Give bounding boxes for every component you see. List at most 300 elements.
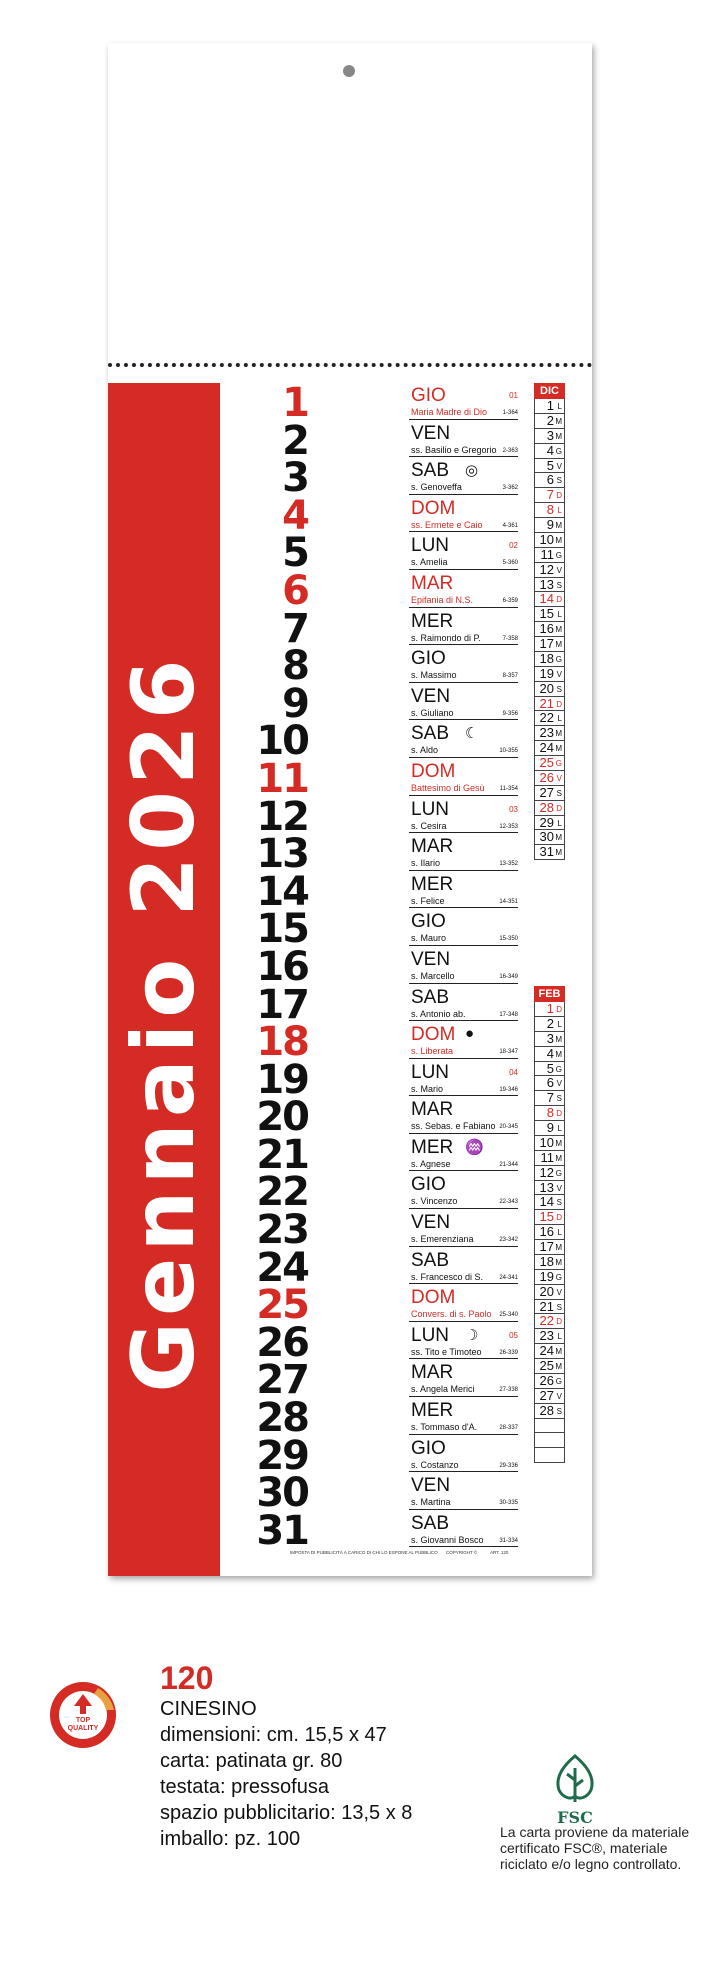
mini-month-row (534, 1210, 565, 1225)
day-number: 31 (256, 1507, 308, 1554)
mini-month-row (534, 1300, 565, 1315)
mini-day-letter: L (557, 1228, 562, 1238)
mini-day-letter: S (556, 684, 562, 694)
mini-month-row (534, 548, 565, 563)
day-number: 17 (256, 981, 308, 1028)
row-divider (409, 1471, 518, 1472)
mini-day-number: 25 (539, 1358, 554, 1373)
day-of-year: 22-343 (499, 1199, 518, 1206)
mini-month-row (534, 622, 565, 637)
mini-day-number: 29 (539, 814, 554, 830)
saint-name: s. Giovanni Bosco (411, 1534, 484, 1545)
mini-month-row (534, 1136, 565, 1151)
mini-month-row (534, 697, 565, 712)
day-number: 13 (256, 831, 308, 878)
mini-month-row (534, 786, 565, 801)
mini-day-letter: D (556, 1317, 562, 1327)
mini-month-row (534, 1270, 565, 1285)
mini-day-letter: M (555, 1049, 562, 1059)
mini-day-letter: M (555, 1347, 562, 1357)
saint-name: s. Mauro (411, 933, 447, 944)
day-of-year: 15-350 (499, 936, 518, 943)
mini-day-letter: L (557, 714, 562, 724)
weekday: SAB (411, 723, 450, 745)
mini-month-row (534, 518, 565, 533)
day-row (228, 492, 518, 539)
day-number: 25 (256, 1282, 308, 1329)
row-divider (409, 456, 518, 457)
row-divider (409, 1170, 518, 1171)
saint-name: ss. Ermete e Caio (411, 519, 483, 530)
mini-day-number: 4 (546, 1045, 554, 1061)
mini-month-row (534, 1121, 565, 1136)
row-divider (409, 1321, 518, 1322)
day-row (228, 567, 518, 614)
mini-day-number: 26 (539, 769, 554, 785)
day-row (228, 1056, 518, 1103)
top-quality-badge-icon (48, 1680, 118, 1750)
mini-day-number: 5 (546, 1060, 554, 1076)
mini-month-row (534, 1195, 565, 1210)
day-row (228, 1432, 518, 1479)
day-row (228, 755, 518, 802)
day-row (228, 831, 518, 878)
saint-name: s. Giuliano (411, 707, 454, 718)
day-of-year: 23-342 (499, 1237, 518, 1244)
mini-day-number: 11 (540, 546, 554, 562)
mini-day-letter: G (555, 550, 562, 560)
mini-month-row (534, 711, 565, 726)
mini-day-letter: M (555, 1243, 562, 1252)
day-number: 6 (282, 567, 308, 614)
mini-month-row (534, 1166, 565, 1181)
weekday: MER (411, 610, 454, 632)
day-of-year: 18-347 (499, 1049, 518, 1056)
day-number: 23 (256, 1207, 308, 1254)
mini-day-number: 1 (546, 1001, 554, 1016)
mini-day-number: 16 (539, 1224, 554, 1240)
weekday: LUN (411, 535, 450, 557)
day-row (228, 1470, 518, 1517)
saint-name: s. Raimondo di P. (411, 632, 481, 643)
day-of-year: 6-359 (502, 597, 518, 604)
weekday: VEN (411, 948, 451, 970)
weekday: MER (411, 1400, 454, 1422)
weekday: VEN (411, 1475, 451, 1497)
mini-day-number: 19 (539, 665, 554, 681)
fsc-note: La carta proviene da materiale certificato FSC®, materiale riciclato e/o legno controllato. (500, 1824, 690, 1872)
mini-day-number: 11 (540, 1149, 554, 1165)
mini-month-row (534, 1181, 565, 1196)
day-row (228, 1207, 518, 1254)
mini-day-number: 12 (539, 561, 554, 577)
mini-month-row (534, 830, 565, 845)
mini-day-letter: V (556, 773, 562, 783)
mini-day-letter: D (556, 1213, 562, 1223)
mini-day-letter: V (556, 461, 562, 471)
day-row (228, 1282, 518, 1329)
row-divider (409, 569, 518, 570)
month-number: 01 (138, 1873, 176, 1901)
mini-month-row (534, 1389, 565, 1404)
day-number: 18 (256, 1019, 308, 1066)
mini-day-letter: M (555, 535, 562, 545)
weekday: VEN (411, 685, 451, 707)
day-of-year: 24-341 (499, 1274, 518, 1281)
weekday: MAR (411, 1362, 454, 1384)
mini-day-letter: M (555, 1138, 562, 1148)
weekday: DOM (411, 1287, 456, 1309)
mini-month-row (534, 607, 565, 622)
row-divider (409, 419, 518, 420)
mini-day-letter: V (556, 669, 562, 679)
mini-day-number: 7 (546, 487, 554, 503)
mini-month-row (534, 1062, 565, 1077)
saint-name: s. Massimo (411, 670, 457, 681)
weekday: DOM (411, 1024, 456, 1046)
mini-day-number: 30 (539, 829, 554, 845)
row-divider (409, 1133, 518, 1134)
row-divider (409, 644, 518, 645)
saint-name: s. Marcello (411, 970, 455, 981)
perforation-line (108, 363, 592, 367)
saint-name: s. Costanzo (411, 1459, 459, 1470)
mini-month-row (534, 563, 565, 578)
mini-month-row (534, 533, 565, 548)
saint-name: s. Tommaso d'A. (411, 1422, 478, 1433)
product-ad-space: spazio pubblicitario: 13,5 x 8 (160, 1802, 413, 1824)
mini-month-row (534, 1433, 565, 1448)
moon-phase-icon: ● (465, 1025, 475, 1043)
mini-day-number: 19 (539, 1268, 554, 1284)
saint-name: ss. Tito e Timoteo (411, 1346, 482, 1357)
day-number: 8 (282, 643, 308, 690)
mini-month-row (534, 1047, 565, 1062)
mini-day-letter: S (556, 476, 562, 486)
weekday: VEN (411, 422, 451, 444)
mini-month-row (534, 1002, 565, 1017)
day-number: 27 (256, 1357, 308, 1404)
mini-month-row (534, 1091, 565, 1106)
day-of-year: 20-345 (499, 1124, 518, 1131)
day-row (228, 1319, 518, 1366)
tax-notice: IMPOSTA DI PUBBLICITÀ A CARICO DI CHI LO ESPONE AL PUBBLICO (290, 1550, 438, 1555)
mini-month-row (534, 1032, 565, 1047)
mini-day-number: 20 (539, 680, 554, 696)
moon-phase-icon: ◎ (465, 462, 479, 480)
mini-day-number: 10 (539, 531, 554, 547)
weekday: SAB (411, 986, 450, 1008)
mini-month-row (534, 1225, 565, 1240)
mini-day-number: 31 (539, 844, 554, 860)
mini-day-letter: S (556, 580, 562, 590)
mini-day-letter: G (555, 1376, 562, 1386)
mini-day-number: 14 (539, 591, 554, 607)
day-number: 7 (282, 605, 308, 652)
moon-phase-icon: ☽ (465, 1326, 479, 1344)
mini-month-row (534, 1285, 565, 1300)
mini-day-number: 9 (546, 1120, 554, 1135)
row-divider (409, 494, 518, 495)
mini-month-row (534, 652, 565, 667)
saint-name: s. Francesco di S. (411, 1271, 484, 1282)
mini-day-letter: G (555, 1168, 562, 1178)
weekday: MER (411, 1136, 454, 1158)
mini-day-number: 23 (539, 1328, 554, 1344)
mini-month-feb (534, 986, 565, 1463)
day-number: 28 (256, 1395, 308, 1442)
day-of-year: 2-363 (502, 447, 518, 454)
saint-name: Epifania di N.S. (411, 594, 474, 605)
day-number: 2 (282, 417, 308, 464)
mini-day-letter: S (556, 1094, 562, 1104)
moon-phase-icon: ♒ (465, 1138, 484, 1156)
saint-name: s. Mario (411, 1083, 444, 1094)
mini-month-dic (534, 383, 565, 860)
mini-day-letter: M (555, 521, 562, 530)
saint-name: ss. Basilio e Gregorio (411, 444, 497, 455)
weekday: MER (411, 873, 454, 895)
day-row (228, 1169, 518, 1216)
day-of-year: 31-334 (499, 1537, 518, 1544)
day-of-year: 12-353 (499, 823, 518, 830)
day-of-year: 1-364 (502, 410, 518, 416)
day-number: 19 (256, 1056, 308, 1103)
weekday: SAB (411, 460, 450, 482)
mini-month-row (534, 756, 565, 771)
saint-name: s. Aldo (411, 745, 439, 756)
mini-day-letter: M (555, 833, 562, 843)
day-number: 4 (282, 492, 308, 539)
saint-name: s. Liberata (411, 1046, 454, 1057)
weekday: LUN (411, 1324, 450, 1346)
mini-day-number: 8 (546, 1105, 554, 1121)
mini-month-row (534, 503, 565, 518)
mini-day-number: 2 (546, 412, 554, 428)
day-number: 22 (256, 1169, 308, 1216)
day-number: 21 (256, 1131, 308, 1178)
mini-day-letter: V (556, 1391, 562, 1401)
day-number: 24 (256, 1244, 308, 1291)
mini-day-letter: G (555, 759, 562, 768)
mini-day-letter: S (556, 1198, 562, 1208)
day-of-year: 17-348 (499, 1011, 518, 1018)
day-of-year: 10-355 (499, 748, 518, 755)
day-row (228, 718, 518, 765)
mini-day-number: 15 (539, 1209, 554, 1225)
mini-day-number: 10 (539, 1134, 554, 1150)
mini-month-row (534, 1076, 565, 1091)
mini-month-row (534, 1106, 565, 1121)
day-of-year: 5-360 (502, 560, 518, 567)
mini-month-row (534, 1255, 565, 1270)
day-of-year: 11-354 (499, 785, 518, 792)
row-divider (409, 1208, 518, 1209)
day-of-year: 21-344 (499, 1161, 518, 1168)
mini-day-number: 15 (539, 606, 554, 622)
day-number: 14 (256, 868, 308, 915)
mini-month-row (534, 414, 565, 429)
mini-month-row (534, 459, 565, 474)
row-divider (409, 1434, 518, 1435)
mini-day-number: 22 (539, 1313, 554, 1329)
row-divider (409, 1020, 518, 1021)
row-divider (409, 757, 518, 758)
mini-month-row (534, 1448, 565, 1463)
day-row (228, 380, 518, 426)
mini-day-number: 23 (539, 725, 554, 741)
week-number: 03 (509, 804, 518, 814)
mini-month-row (534, 578, 565, 593)
mini-day-letter: G (555, 446, 562, 456)
day-of-year: 30-335 (499, 1500, 518, 1507)
day-row (228, 1094, 518, 1141)
mini-day-number: 13 (539, 576, 554, 592)
day-of-year: 13-352 (499, 861, 518, 868)
article-text: ART. 120 (490, 1550, 509, 1555)
saint-name: s. Angela Merici (411, 1384, 475, 1395)
mini-day-number: 26 (539, 1372, 554, 1388)
mini-day-letter: V (556, 565, 562, 575)
mini-day-letter: L (557, 1332, 562, 1342)
week-number: 05 (509, 1330, 518, 1340)
mini-day-number: 21 (539, 695, 554, 711)
row-divider (409, 1246, 518, 1247)
mini-day-letter: D (556, 1005, 562, 1014)
row-divider (409, 1283, 518, 1284)
product-packing: imballo: pz. 100 (160, 1828, 301, 1850)
saint-name: s. Felice (411, 895, 445, 906)
day-of-year: 25-340 (499, 1312, 518, 1319)
row-divider (409, 1358, 518, 1359)
day-number: 30 (256, 1470, 308, 1517)
day-row (228, 1019, 518, 1066)
mini-day-number: 16 (539, 621, 554, 637)
moon-phase-icon: ☾ (465, 725, 479, 743)
mini-month-row (534, 1419, 565, 1434)
day-row (228, 1131, 518, 1178)
mini-day-number: 25 (539, 755, 554, 770)
mini-month-row (534, 592, 565, 607)
mini-day-letter: D (556, 803, 562, 813)
row-divider (409, 907, 518, 908)
day-of-year: 8-357 (502, 673, 518, 680)
mini-day-number: 3 (546, 1030, 554, 1046)
day-of-year: 14-351 (499, 898, 518, 905)
mini-month-row (534, 816, 565, 831)
day-row (228, 906, 518, 953)
mini-day-letter: L (557, 1124, 562, 1133)
mini-day-number: 17 (539, 636, 554, 651)
mini-day-number: 18 (539, 650, 554, 666)
row-divider (409, 945, 518, 946)
mini-day-number: 27 (539, 784, 554, 800)
mini-day-number: 9 (546, 517, 554, 532)
product-dimensions: dimensioni: cm. 15,5 x 47 (160, 1724, 387, 1746)
day-row (228, 417, 518, 464)
mini-month-row (534, 488, 565, 503)
mini-day-number: 24 (539, 1343, 554, 1359)
mini-day-number: 1 (546, 398, 554, 413)
day-row (228, 530, 518, 577)
mini-month-row (534, 1314, 565, 1329)
row-divider (409, 531, 518, 532)
weekday: GIO (411, 1437, 446, 1459)
mini-day-number: 12 (539, 1164, 554, 1180)
mini-day-letter: M (555, 640, 562, 649)
weekday: SAB (411, 1249, 450, 1271)
saint-name: s. Vincenzo (411, 1196, 458, 1207)
day-of-year: 7-358 (502, 635, 518, 642)
day-row (228, 793, 518, 840)
mini-day-number: 4 (546, 442, 554, 458)
mini-day-letter: S (556, 1406, 562, 1416)
weekday: VEN (411, 1212, 451, 1234)
row-divider (409, 983, 518, 984)
saint-name: Maria Madre di Dio (411, 407, 488, 417)
mini-day-letter: G (555, 1272, 562, 1282)
row-divider (409, 1396, 518, 1397)
mini-day-letter: V (556, 1079, 562, 1089)
day-number: 5 (282, 530, 308, 577)
mini-month-row (534, 845, 565, 860)
mini-day-letter: M (555, 625, 562, 635)
mini-month-row (534, 399, 565, 414)
weekday: GIO (411, 1174, 446, 1196)
saint-name: Convers. di s. Paolo (411, 1309, 492, 1320)
weekday: MAR (411, 1099, 454, 1121)
mini-month-row (534, 1240, 565, 1255)
mini-day-number: 17 (539, 1239, 554, 1254)
day-of-year: 27-338 (499, 1387, 518, 1394)
mini-day-letter: M (555, 848, 562, 858)
product-header: testata: pressofusa (160, 1776, 329, 1798)
saint-name: s. Amelia (411, 557, 448, 568)
mini-day-letter: L (557, 506, 562, 516)
day-number: 11 (256, 755, 308, 802)
mini-month-row (534, 1359, 565, 1374)
fsc-label: FSC (557, 1808, 593, 1827)
day-of-year: 19-346 (499, 1086, 518, 1093)
day-number: 26 (256, 1319, 308, 1366)
mini-month-row (534, 1151, 565, 1166)
mini-month-row (534, 682, 565, 697)
mini-month-row (534, 444, 565, 459)
row-divider (409, 1509, 518, 1510)
day-number: 12 (256, 793, 308, 840)
mini-month-row (534, 637, 565, 652)
weekday: MAR (411, 572, 454, 594)
mini-month-label: DIC (534, 383, 565, 399)
row-divider (409, 870, 518, 871)
saint-name: s. Martina (411, 1497, 451, 1508)
day-row (228, 643, 518, 690)
mini-day-letter: G (555, 654, 562, 664)
mini-day-letter: L (557, 1019, 562, 1029)
mini-day-letter: D (556, 1109, 562, 1119)
mini-day-letter: M (555, 744, 562, 754)
mini-day-letter: M (555, 431, 562, 441)
saint-name: ss. Sebas. e Fabiano (411, 1121, 496, 1132)
mini-month-row (534, 429, 565, 444)
mini-day-letter: M (555, 729, 562, 739)
day-of-year: 26-339 (499, 1349, 518, 1356)
mini-day-number: 24 (539, 740, 554, 756)
week-number: 04 (509, 1067, 518, 1077)
mini-month-row (534, 726, 565, 741)
day-row (228, 680, 518, 727)
day-of-year: 9-356 (502, 710, 518, 717)
